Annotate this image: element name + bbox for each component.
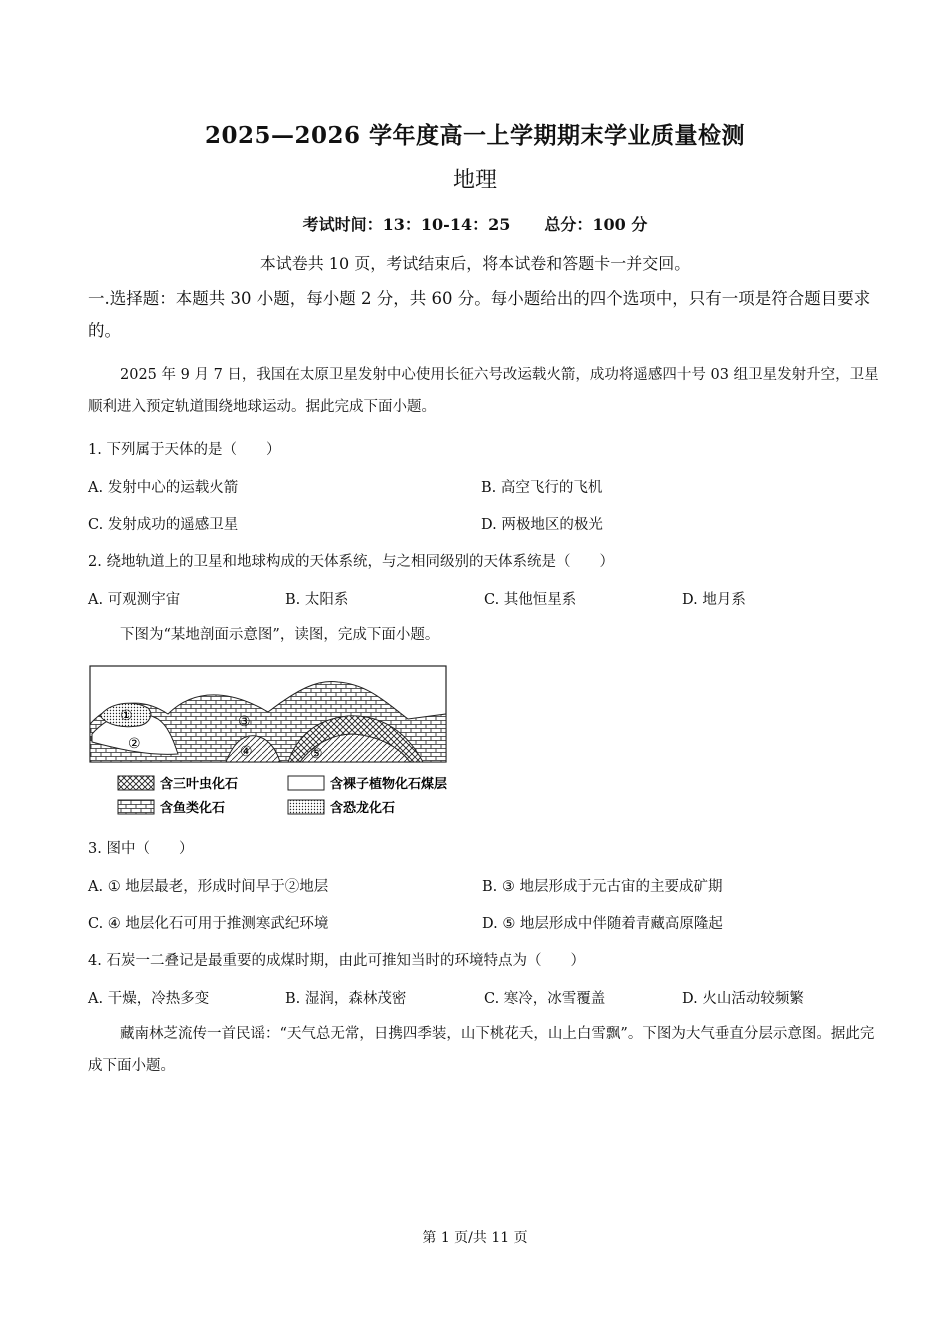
exam-meta [0,212,950,235]
question-2-option-a: A. 可观测宇宙 [88,592,181,608]
question-1-stem: 1. 下列属于天体的是（ ） [88,442,281,458]
question-2-option-c: C. 其他恒星系 [484,592,577,608]
question-2-option-d: D. 地月系 [682,592,746,608]
layer-label-2: ② [128,736,141,752]
question-2-stem: 2. 绕地轨道上的卫星和地球构成的天体系统，与之相同级别的天体系统是（ ） [88,554,614,570]
legend-swatch-dinosaur [288,800,324,814]
question-3-option-a: A. ① 地层最老，形成时间早于②地层 [88,879,329,895]
question-4-option-c: C. 寒冷，冰雪覆盖 [484,991,606,1007]
exam-time: 考试时间：13：10-14：25 [302,215,511,234]
question-4-option-b: B. 湿润，森林茂密 [285,991,407,1007]
passage-3: 藏南林芝流传一首民谣：“天气总无常，日携四季装，山下桃花夭，山上白雪飘”。下图为大气垂直分层示意图。据此完成下面小题。 [88,1026,875,1074]
legend-swatch-trilobite [118,776,154,790]
layer-label-4: ④ [240,744,253,760]
question-3-option-b: B. ③ 地层形成于元古宙的主要成矿期 [482,879,723,895]
question-3-option-c: C. ④ 地层化石可用于推测寒武纪环境 [88,916,329,932]
layer-label-1: ① [120,708,133,724]
legend-label-trilobite: 含三叶虫化石 [160,777,239,792]
page-number: 第 1 页/共 11 页 [422,1230,528,1246]
passage-2: 下图为“某地剖面示意图”，读图，完成下面小题。 [120,627,440,643]
total-score: 总分：100 分 [544,215,648,234]
question-4-option-d: D. 火山活动较频繁 [682,991,804,1007]
subject-title: 地理 [452,168,497,193]
question-1-option-b: B. 高空飞行的飞机 [481,480,603,496]
passage-1: 2025 年 9 月 7 日，我国在太原卫星发射中心使用长征六号改运载火箭，成功将遥感四十号 03 组卫星发射升空，卫星顺利进入预定轨道围绕地球运动。据此完成下面小题。 [88,367,879,415]
question-1-option-a: A. 发射中心的运载火箭 [88,480,239,496]
geologic-section-figure [88,664,508,824]
legend-label-fish: 含鱼类化石 [160,801,226,816]
legend-label-dinosaur: 含恐龙化石 [330,801,396,816]
section-heading: 一.选择题：本题共 30 小题，每小题 2 分，共 60 分。每小题给出的四个选项中，只有一项是符合题目要求的。 [88,289,871,340]
question-1-option-c: C. 发射成功的遥感卫星 [88,517,239,533]
layer-label-3: ③ [238,714,251,730]
question-3-option-d: D. ⑤ 地层形成中伴随着青藏高原隆起 [482,916,723,932]
question-4-option-a: A. 干燥，冷热多变 [88,991,210,1007]
layer-label-5: ⑤ [310,746,323,762]
legend-swatch-fish [118,800,154,814]
legend-swatch-coal [288,776,324,790]
question-4-stem: 4. 石炭一二叠记是最重要的成煤时期，由此可推知当时的环境特点为（ ） [88,953,585,969]
question-2-option-b: B. 太阳系 [285,592,349,608]
question-1-option-d: D. 两极地区的极光 [481,517,603,533]
exam-title: 2025—2026 学年度高一上学期期末学业质量检测 [204,122,746,149]
legend-label-coal: 含裸子植物化石煤层 [330,777,448,792]
question-3-stem: 3. 图中（ ） [88,841,194,857]
exam-note: 本试卷共 10 页，考试结束后，将本试卷和答题卡一并交回。 [259,254,691,273]
